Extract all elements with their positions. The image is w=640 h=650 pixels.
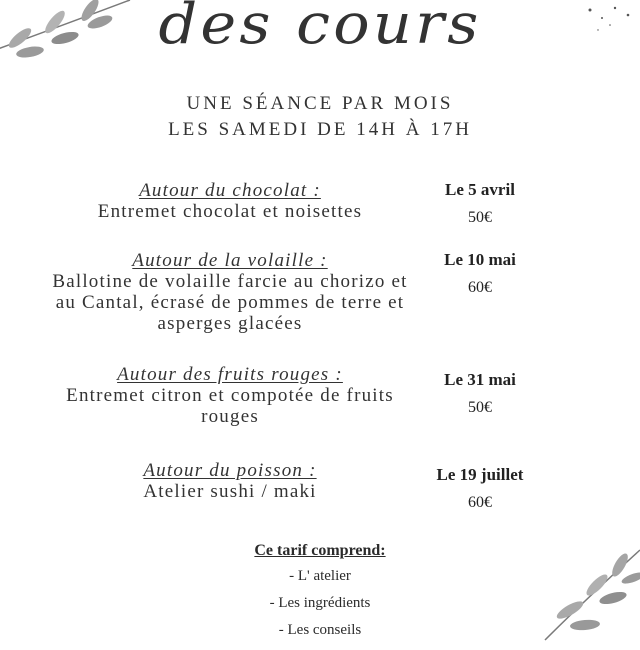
tarif-item: - Les ingrédients xyxy=(269,595,371,611)
course-description: Ballotine de volaille farcie au chorizo et au Cantal, écrasé de pommes de terre et asperges glacées xyxy=(52,271,408,334)
tarif-item: - Les conseils xyxy=(278,622,362,638)
course-price: 60€ xyxy=(468,279,492,296)
course-title: Autour du chocolat : xyxy=(139,180,321,201)
subtitle-schedule: LES SAMEDI DE 14H À 17H xyxy=(168,119,472,140)
course-item xyxy=(40,180,420,222)
course-price: 50€ xyxy=(468,399,492,416)
course-price: 50€ xyxy=(468,209,492,226)
course-date: Le 19 juillet xyxy=(436,465,524,484)
tarif-item: - L' atelier xyxy=(289,568,351,584)
course-price: 60€ xyxy=(468,494,492,511)
course-date: Le 10 mai xyxy=(444,250,516,269)
course-title: Autour des fruits rouges : xyxy=(117,364,343,385)
course-description: Entremet chocolat et noisettes xyxy=(97,201,363,222)
course-meta xyxy=(420,465,540,513)
course-meta xyxy=(420,180,540,228)
course-item xyxy=(40,250,420,334)
course-description: Atelier sushi / maki xyxy=(143,481,317,502)
subtitle-frequency: UNE SÉANCE PAR MOIS xyxy=(186,93,454,114)
course-item xyxy=(40,364,420,427)
course-date: Le 31 mai xyxy=(444,370,516,389)
page-title: des cours xyxy=(158,0,482,57)
course-meta xyxy=(420,250,540,298)
tarif-heading: Ce tarif comprend: xyxy=(254,542,386,559)
course-meta xyxy=(420,370,540,418)
course-title: Autour de la volaille : xyxy=(132,250,328,271)
course-item xyxy=(40,460,420,502)
course-date: Le 5 avril xyxy=(445,180,515,199)
course-title: Autour du poisson : xyxy=(143,460,317,481)
course-description: Entremet citron et compotée de fruits rouges xyxy=(66,385,394,427)
